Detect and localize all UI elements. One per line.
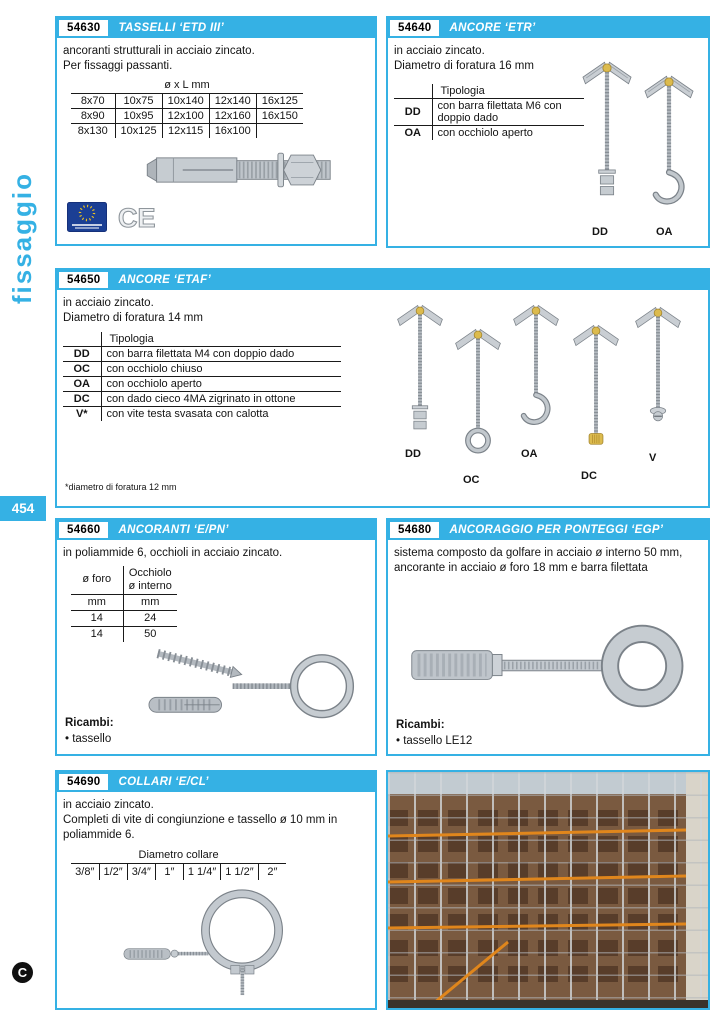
product-header [57,18,375,38]
product-code: 54640 [390,20,439,36]
size-cell: 1 1/4″ [183,864,220,881]
product-code: 54660 [59,522,108,538]
scaffold-anchor-illustration [406,618,694,714]
toggle-anchor-dd-illustration [578,52,636,210]
table-row [63,407,341,422]
product-title: ANCORE ‘ETR’ [449,22,536,34]
spare-parts-item: • tassello [65,732,112,745]
section-label-vertical: fissaggio [7,172,37,305]
size-cell: 1″ [155,864,183,881]
footnote: *diametro di foratura 12 mm [65,482,177,492]
table-row [71,610,177,626]
cell: 24 [123,610,177,626]
dimensions-table [71,566,177,642]
description-line: Per fissaggi passanti. [63,60,173,73]
cell: 8x90 [71,109,115,124]
product-code: 54650 [59,272,108,288]
description-line: ancorante in acciaio ø foro 18 mm e barra filettata [394,562,648,575]
cell: 14 [71,626,123,641]
figure-label: DC [581,470,597,482]
sizes-table [71,78,303,138]
cell: 12x140 [209,94,256,109]
product-title: TASSELLI ‘ETD III’ [118,22,224,34]
product-title: COLLARI ‘E/CL’ [118,776,209,788]
product-title: ANCORANTI ‘E/PN’ [118,524,229,536]
size-cell: 1/2″ [99,864,127,881]
table-row [63,347,341,362]
table-header-row [63,332,341,347]
table-row [63,392,341,407]
product-description [394,44,534,74]
description-line: Completi di vite di congiunzione e tassello ø 10 mm in poliammide 6. [63,814,338,842]
type-description: con occhiolo aperto [101,377,341,392]
cell: 10x95 [115,109,162,124]
ce-mark-icon [117,202,163,232]
description-line: in acciaio zincato. [63,297,154,309]
product-box-54630 [55,16,377,246]
type-description: con occhiolo aperto [432,126,584,141]
toggle-anchor-oa-illustration [640,66,698,224]
unit-cell: mm [123,594,177,610]
size-cell: 3/4″ [127,864,155,881]
table-header-row [71,566,177,594]
unit-cell: mm [71,594,123,610]
cell: 10x125 [115,124,162,139]
typology-table [394,84,584,140]
spare-parts-item: • tassello LE12 [396,734,473,747]
cell: 12x115 [162,124,209,139]
product-description [63,546,282,561]
size-cell: 1 1/2″ [221,864,258,881]
ce-letters: CE [118,203,156,232]
product-header [388,18,708,38]
cell: 8x70 [71,94,115,109]
table-row [63,362,341,377]
product-header [57,270,708,290]
scaffolding-photo [388,772,708,1008]
toggle-anchor-oa-illustration [509,296,563,443]
photo-box [386,770,710,1010]
figure-label: DD [592,226,608,238]
toggle-anchor-oc-illustration [451,320,505,467]
table-row [394,99,584,126]
product-box-54690 [55,770,377,1010]
table-row [71,124,303,139]
collar-diameter-table [71,848,286,880]
product-title: ANCORE ‘ETAF’ [118,274,211,286]
cell: 12x100 [162,109,209,124]
column-header-line: ø interno [128,579,172,592]
type-code: DD [394,99,432,126]
type-code: OA [394,126,432,141]
spare-parts-note [396,718,472,749]
cell [63,332,101,347]
description-line: ancoranti strutturali in acciaio zincato. [63,45,255,57]
size-cell: 3/8″ [71,864,99,881]
table-header: Tipologia [432,84,584,99]
table-row [71,94,303,109]
type-description: con barra filettata M4 con doppio dado [106,348,295,360]
table-header-row [71,78,303,94]
type-code: OC [63,362,101,377]
spare-parts-note [65,716,114,747]
cell: 10x75 [115,94,162,109]
certification-logos [67,202,163,232]
description-line: Diametro di foratura 16 mm [394,60,534,73]
figure-label: OA [521,448,538,460]
eta-approval-logo [67,202,107,232]
figure-label: DD [405,448,421,460]
table-row [71,864,286,881]
cell: 8x130 [71,124,115,139]
cell: 10x140 [162,94,209,109]
type-code: DD [63,347,101,362]
product-box-54640 [386,16,710,248]
description-line: in acciaio zincato. [394,45,485,57]
table-row [63,377,341,392]
anchor-bolt-illustration [141,142,357,198]
typology-table [63,332,341,421]
product-description [63,798,371,844]
table-header: ø x L mm [71,78,303,94]
table-header-row [394,84,584,99]
description-line: sistema composto da golfare in acciaio ø interno 50 mm, [394,547,683,559]
cell: 50 [123,626,177,641]
product-description [63,296,203,326]
cell [256,124,303,139]
type-description: con vite testa svasata con calotta [101,407,341,422]
description-line: Diametro di foratura 14 mm [63,312,203,325]
spare-parts-label: Ricambi: [396,719,445,731]
figure-label: OC [463,474,480,486]
product-header [57,772,375,792]
product-box-54680 [386,518,710,756]
cell: 14 [71,610,123,626]
column-header [123,566,177,594]
product-description [394,546,682,576]
product-code: 54630 [59,20,108,36]
publisher-logo: C [12,962,33,983]
description-line: in acciaio zincato. [63,799,154,811]
toggle-anchor-dd-illustration [393,296,447,443]
cell: 16x125 [261,95,298,107]
eye-anchor-illustration [143,636,367,729]
table-header: Diametro collare [71,848,286,864]
spare-parts-label: Ricambi: [65,717,114,729]
type-description: con occhiolo chiuso [101,362,341,377]
type-description: con barra filettata M6 con doppio dado [437,100,562,124]
pipe-collar-illustration [121,884,304,1000]
table-row [71,109,303,124]
product-description [63,44,255,74]
product-header [388,520,708,540]
table-row [394,126,584,141]
table-header-row [71,848,286,864]
product-code: 54690 [59,774,108,790]
type-code: OA [63,377,101,392]
column-header-line: Occhiolo [128,567,172,579]
type-description: con dado cieco 4MA zigrinato in ottone [101,392,341,407]
product-header [57,520,375,540]
figure-label: V [649,452,657,464]
cell: 16x150 [256,109,303,124]
product-box-54660 [55,518,377,756]
column-header: ø foro [71,566,123,594]
cell: 16x100 [209,124,256,139]
table-header: Tipologia [101,332,341,347]
product-box-54650 [55,268,710,508]
figure-label: OA [656,226,673,238]
cell [394,84,432,99]
toggle-anchor-v-illustration [631,298,685,445]
toggle-anchor-dc-illustration [569,316,623,463]
size-cell: 2″ [267,866,278,878]
cell: 12x160 [209,109,256,124]
type-code: V* [63,407,101,422]
description-line: in poliammide 6, occhioli in acciaio zincato. [63,547,283,559]
product-title: ANCORAGGIO PER PONTEGGI ‘EGP’ [449,524,664,536]
product-code: 54680 [390,522,439,538]
type-code: DC [63,392,101,407]
unit-row [71,594,177,610]
page-number-badge: 454 [0,496,46,521]
